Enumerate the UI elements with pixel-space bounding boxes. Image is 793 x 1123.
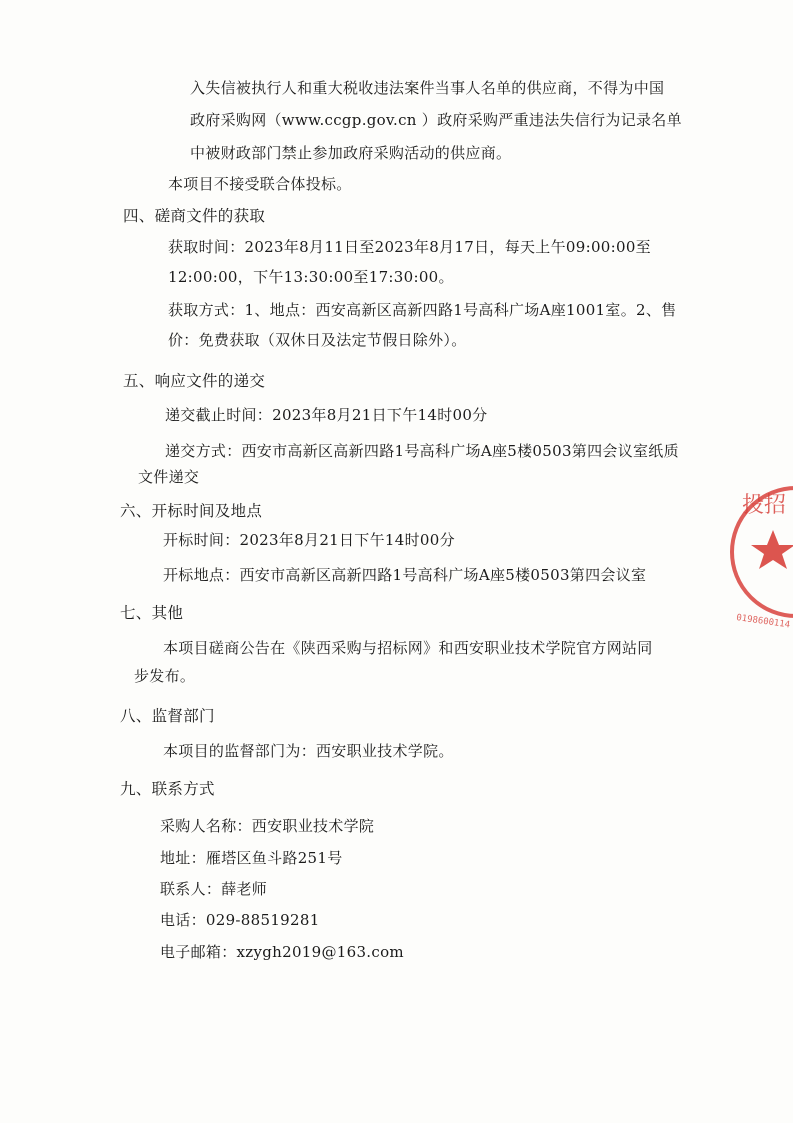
- submission-deadline: 递交截止时间：2023年8月21日下午14时00分: [165, 406, 488, 424]
- no-consortium-note: 本项目不接受联合体投标。: [168, 175, 352, 193]
- paragraph-line: 步发布。: [134, 667, 196, 685]
- supervision-line: 本项目的监督部门为：西安职业技术学院。: [163, 742, 454, 760]
- opening-time: 开标时间：2023年8月21日下午14时00分: [163, 531, 455, 549]
- acquire-time-line: 12:00:00，下午13:30:00至17:30:00。: [168, 268, 454, 286]
- submission-method-line: 文件递交: [138, 468, 200, 486]
- acquire-method-line: 获取方式：1、地点：西安高新区高新四路1号高科广场A座1001室。2、售: [168, 301, 677, 319]
- opening-place: 开标地点：西安市高新区高新四路1号高科广场A座5楼0503第四会议室: [163, 566, 647, 584]
- buyer-address: 地址：雁塔区鱼斗路251号: [160, 849, 343, 867]
- paragraph-line: 政府采购网（www.ccgp.gov.cn ）政府采购严重违法失信行为记录名单: [190, 111, 682, 129]
- paragraph-line: 入失信被执行人和重大税收违法案件当事人名单的供应商，不得为中国: [190, 79, 665, 97]
- contact-email: 电子邮箱：xzygh2019@163.com: [160, 943, 404, 961]
- section-heading: 五、响应文件的递交: [123, 372, 266, 390]
- official-seal-stamp: [728, 470, 793, 635]
- section-heading: 八、监督部门: [120, 707, 215, 725]
- contact-person: 联系人：薛老师: [160, 880, 268, 898]
- buyer-name: 采购人名称：西安职业技术学院: [160, 817, 375, 835]
- paragraph-line: 本项目磋商公告在《陕西采购与招标网》和西安职业技术学院官方网站同: [163, 639, 653, 657]
- acquire-time-line: 获取时间：2023年8月11日至2023年8月17日，每天上午09:00:00至: [168, 238, 651, 256]
- paragraph-line: 中被财政部门禁止参加政府采购活动的供应商。: [190, 144, 512, 162]
- contact-phone: 电话：029-88519281: [160, 911, 320, 929]
- svg-text:投招: 投招: [742, 493, 787, 518]
- section-heading: 四、磋商文件的获取: [123, 207, 266, 225]
- acquire-method-line: 价：免费获取（双休日及法定节假日除外）。: [168, 331, 467, 349]
- svg-text:0198600114: 0198600114: [735, 613, 791, 631]
- section-heading: 九、联系方式: [120, 780, 215, 798]
- submission-method-line: 递交方式：西安市高新区高新四路1号高科广场A座5楼0503第四会议室纸质: [165, 442, 679, 460]
- section-heading: 六、开标时间及地点: [120, 502, 263, 520]
- section-heading: 七、其他: [120, 604, 184, 622]
